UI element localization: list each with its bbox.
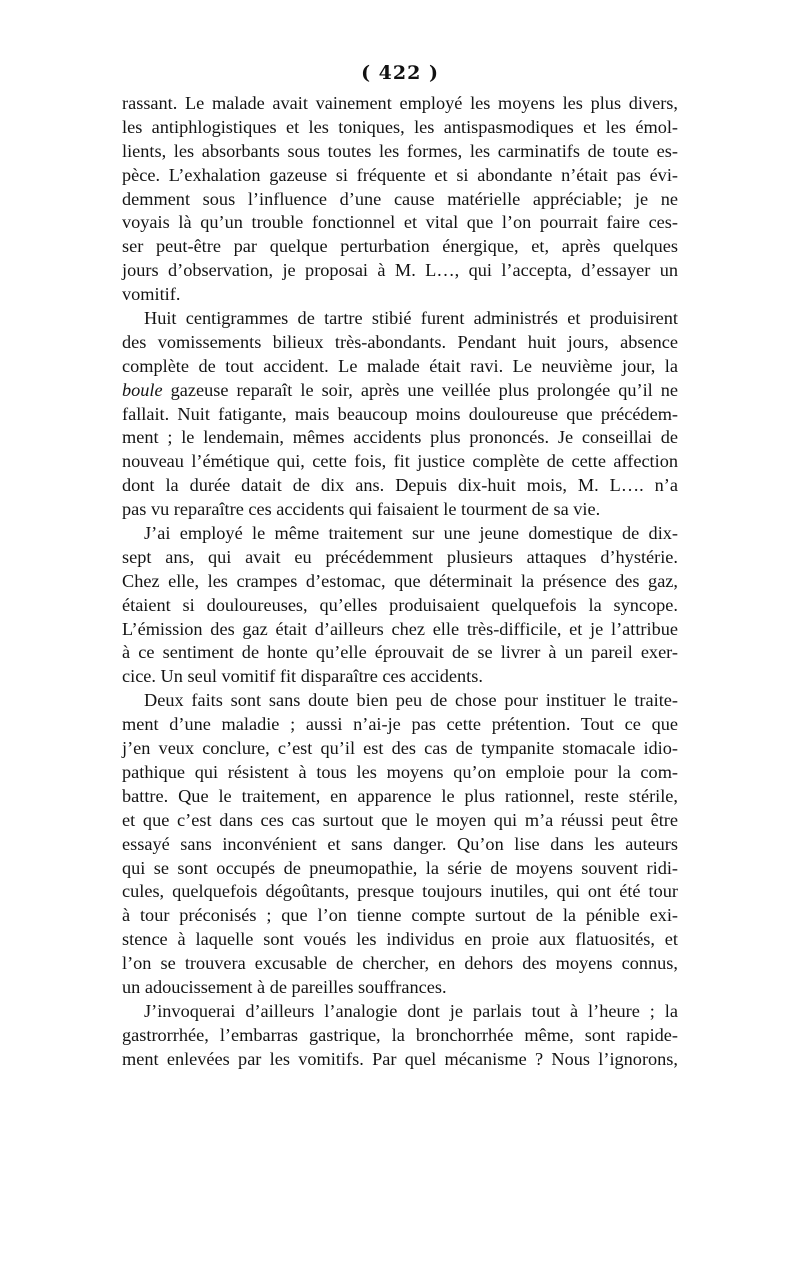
text-line [122, 498, 678, 522]
line-text: gastrorrhée, l’embarras gastrique, la bronchorrhée même, sont rapide- [122, 1024, 678, 1045]
body-text [122, 92, 678, 1072]
line-text: nouveau l’émétique qui, cette fois, fit justice complète de cette affection [122, 451, 678, 472]
text-line [122, 355, 678, 379]
text-line [122, 952, 678, 976]
text-line [122, 403, 678, 427]
text-line [122, 259, 678, 283]
line-text: rassant. Le malade avait vainement employé les moyens les plus divers, [122, 93, 678, 113]
line-text: battre. Que le traitement, en apparence le plus rationnel, reste stérile, [122, 785, 678, 806]
text-line [122, 618, 678, 642]
text-line [122, 761, 678, 785]
line-text: qui se sont occupés de pneumopathie, la série de moyens souvent ridi- [122, 857, 678, 878]
line-text: cice. Un seul vomitif fit disparaître ces accidents. [122, 666, 483, 687]
line-text: gazeuse reparaît le soir, après une veillée plus prolongée qu’il ne [170, 379, 678, 400]
text-line [122, 594, 678, 618]
text-line [122, 92, 678, 116]
line-text: sept ans, qui avait eu précédemment plusieurs attaques d’hystérie. [122, 546, 678, 567]
text-line [122, 450, 678, 474]
text-line [122, 164, 678, 188]
line-text: Chez elle, les crampes d’estomac, que déterminait la présence des gaz, [122, 570, 678, 591]
line-text: lients, les absorbants sous toutes les formes, les carminatifs de toute es- [122, 140, 678, 161]
text-line [122, 570, 678, 594]
line-text: j’en veux conclure, c’est qu’il est des cas de tympanite stomacale idio- [122, 738, 678, 759]
text-line [122, 1048, 678, 1072]
line-text: fallait. Nuit fatigante, mais beaucoup moins douloureuse que précédem- [122, 403, 678, 424]
text-line [122, 904, 678, 928]
text-line [122, 785, 678, 809]
italic-word: boule [122, 379, 163, 400]
text-line [122, 737, 678, 761]
text-line [122, 307, 678, 331]
line-text: stence à laquelle sont voués les individus en proie aux flatuosités, et [122, 929, 678, 950]
text-line [122, 522, 678, 546]
text-line [122, 1000, 678, 1024]
text-line [122, 976, 678, 1000]
line-text: l’on se trouvera excusable de chercher, en dehors des moyens connus, [122, 953, 678, 974]
text-line [122, 880, 678, 904]
line-text: ment ; le lendemain, mêmes accidents plus prononcés. Je conseillai de [122, 427, 678, 448]
line-text: essayé sans inconvénient et sans danger. Qu’on lise dans les auteurs [122, 833, 678, 854]
line-text: et que c’est dans ces cas surtout que le moyen qui m’a réussi peut être [122, 809, 678, 830]
text-line [122, 188, 678, 212]
line-text: à tour préconisés ; que l’on tienne compte surtout de la pénible exi- [122, 905, 678, 926]
line-text: les antiphlogistiques et les toniques, les antispasmodiques et les émol- [122, 116, 678, 137]
line-text: Deux faits sont sans doute bien peu de chose pour instituer le traite- [144, 690, 678, 711]
line-text: un adoucissement à de pareilles souffrances. [122, 976, 447, 997]
text-line [122, 235, 678, 259]
text-line [122, 665, 678, 689]
line-text: L’émission des gaz était d’ailleurs chez elle très-difficile, et je l’attribue [122, 618, 678, 639]
line-text: dont la durée datait de dix ans. Depuis dix-huit mois, M. L…. n’a [122, 475, 678, 496]
line-text: Huit centigrammes de tartre stibié furent administrés et produisirent [144, 308, 678, 329]
line-text: J’invoquerai d’ailleurs l’analogie dont je parlais tout à l’heure ; la [144, 1000, 678, 1021]
line-text: des vomissements bilieux très-abondants. Pendant huit jours, absence [122, 331, 678, 352]
text-line [122, 211, 678, 235]
page-number: ( 422 ) [361, 62, 439, 84]
line-text: pathique qui résistent à tous les moyens qu’on emploie pour la com- [122, 761, 678, 782]
text-line [122, 641, 678, 665]
line-text: à ce sentiment de honte qu’elle éprouvait de se livrer à un pareil exer- [122, 642, 678, 663]
text-line [122, 833, 678, 857]
line-text: pas vu reparaître ces accidents qui faisaient le tourment de sa vie. [122, 499, 601, 520]
text-line [122, 928, 678, 952]
line-text: vomitif. [122, 284, 181, 305]
line-text: pèce. L’exhalation gazeuse si fréquente et si abondante n’était pas évi- [122, 164, 678, 185]
line-text: étaient si douloureuses, qu’elles produisaient quelquefois la syncope. [122, 594, 678, 615]
line-text: complète de tout accident. Le malade était ravi. Le neuvième jour, la [122, 355, 678, 376]
text-line [122, 857, 678, 881]
text-line [122, 713, 678, 737]
text-line [122, 1024, 678, 1048]
line-text: demment sous l’influence d’une cause matérielle appréciable; je ne [122, 188, 678, 209]
line-text: ment d’une maladie ; aussi n’ai-je pas cette prétention. Tout ce que [122, 714, 678, 735]
line-text: voyais là qu’un trouble fonctionnel et vital que l’on pourrait faire ces- [122, 212, 678, 233]
text-line [122, 809, 678, 833]
text-line [122, 283, 678, 307]
text-line [122, 140, 678, 164]
line-text: ment enlevées par les vomitifs. Par quel mécanisme ? Nous l’ignorons, [122, 1048, 678, 1069]
line-text: ser peut-être par quelque perturbation énergique, et, après quelques [122, 236, 678, 257]
line-text: jours d’observation, je proposai à M. L…, qui l’accepta, d’essayer un [122, 260, 678, 281]
text-line [122, 426, 678, 450]
text-line [122, 331, 678, 355]
line-text: cules, quelquefois dégoûtants, presque toujours inutiles, qui ont été tour [122, 881, 678, 902]
text-line [122, 379, 678, 403]
text-line [122, 474, 678, 498]
text-line [122, 689, 678, 713]
line-text: J’ai employé le même traitement sur une jeune domestique de dix- [144, 523, 678, 544]
text-line [122, 116, 678, 140]
text-line [122, 546, 678, 570]
